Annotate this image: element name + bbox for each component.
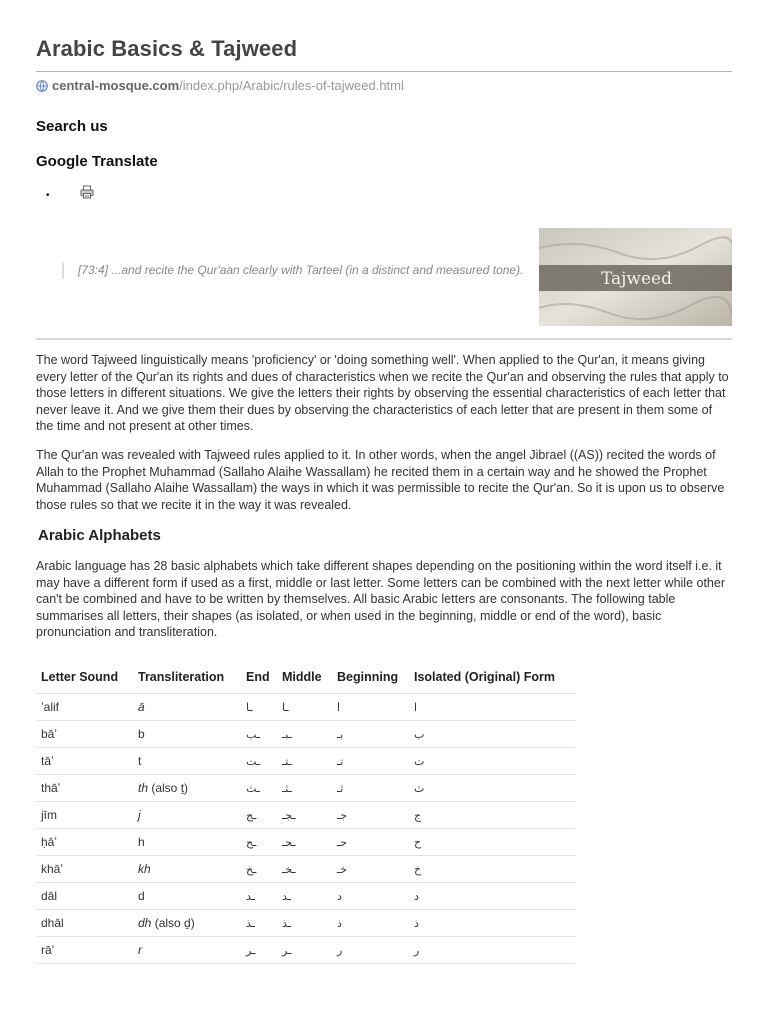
- transliteration-cell: [133, 775, 241, 802]
- transliteration-value: b: [138, 727, 145, 741]
- end-form-cell: ـج: [241, 802, 277, 829]
- middle-form-cell: ـجـ: [277, 802, 332, 829]
- beginning-form-cell: جـ: [332, 802, 409, 829]
- transliteration-cell: [133, 937, 241, 964]
- isolated-form-cell: ذ: [409, 910, 575, 937]
- transliteration-cell: [133, 829, 241, 856]
- end-form-cell: ـذ: [241, 910, 277, 937]
- beginning-form-cell: ذ: [332, 910, 409, 937]
- middle-form-cell: ـا: [277, 694, 332, 721]
- letter-sound-cell: jīm: [36, 802, 133, 829]
- transliteration-value: dh: [138, 916, 152, 930]
- isolated-form-cell: خ: [409, 856, 575, 883]
- middle-form-cell: ـد: [277, 883, 332, 910]
- section-divider: [36, 338, 732, 340]
- header-middle: Middle: [282, 669, 322, 684]
- transliteration-cell: [133, 721, 241, 748]
- revelation-paragraph: The Qur'an was revealed with Tajweed rules applied to it. In other words, when the angel Jibrael ((AS)) recited the words of Allah to the Prophet Muhammad (Sallaho Alaihe Wassallam) he recited them in a certain way and he showed the Prophet Muhammad (Sallaho Alaihe Wassallam) the ways in which it was permissible to recite the Qur'an. So it is upon us to observe those rules so that we recite it in the way it was revealed.: [36, 448, 725, 512]
- transliteration-value: h: [138, 835, 145, 849]
- beginning-form-cell: خـ: [332, 856, 409, 883]
- middle-form-cell: ـر: [277, 937, 332, 964]
- middle-form-cell: ـذ: [277, 910, 332, 937]
- end-form-cell: ـر: [241, 937, 277, 964]
- table-header-row: [36, 666, 575, 694]
- header-transliteration: Transliteration: [138, 669, 225, 684]
- header-isolated: Isolated (Original) Form: [414, 669, 555, 684]
- end-form-cell: ـد: [241, 883, 277, 910]
- transliteration-cell: [133, 694, 241, 721]
- beginning-form-cell: بـ: [332, 721, 409, 748]
- url-host[interactable]: central-mosque.com: [52, 78, 180, 93]
- end-form-cell: ـث: [241, 775, 277, 802]
- transliteration-value: d: [138, 889, 145, 903]
- table-row: [36, 721, 575, 748]
- transliteration-cell: [133, 883, 241, 910]
- middle-form-cell: ـخـ: [277, 856, 332, 883]
- table-row: [36, 775, 575, 802]
- end-form-cell: ـا: [241, 694, 277, 721]
- transliteration-value: r: [138, 943, 142, 957]
- table-row: [36, 883, 575, 910]
- isolated-form-cell: ب: [409, 721, 575, 748]
- beginning-form-cell: ا: [332, 694, 409, 721]
- transliteration-cell: [133, 748, 241, 775]
- letter-sound-cell: bāʼ: [36, 721, 133, 748]
- transliteration-value: kh: [138, 862, 151, 876]
- header-beginning: Beginning: [337, 669, 399, 684]
- beginning-form-cell: حـ: [332, 829, 409, 856]
- transliteration-value: j: [138, 808, 141, 822]
- tajweed-banner-image: [539, 228, 732, 326]
- letter-sound-cell: dhāl: [36, 910, 133, 937]
- letters-table: [36, 666, 575, 964]
- middle-form-cell: ـبـ: [277, 721, 332, 748]
- table-row: [36, 694, 575, 721]
- end-form-cell: ـب: [241, 721, 277, 748]
- table-row: [36, 856, 575, 883]
- end-form-cell: ـت: [241, 748, 277, 775]
- beginning-form-cell: ثـ: [332, 775, 409, 802]
- printer-icon[interactable]: [80, 185, 94, 199]
- isolated-form-cell: ث: [409, 775, 575, 802]
- letter-sound-cell: rāʼ: [36, 937, 133, 964]
- url-path[interactable]: /index.php/Arabic/rules-of-tajweed.html: [179, 78, 404, 93]
- table-row: [36, 802, 575, 829]
- transliteration-note: (also ḏ): [151, 916, 195, 930]
- middle-form-cell: ـثـ: [277, 775, 332, 802]
- middle-form-cell: ـحـ: [277, 829, 332, 856]
- isolated-form-cell: ج: [409, 802, 575, 829]
- isolated-form-cell: ح: [409, 829, 575, 856]
- isolated-form-cell: ت: [409, 748, 575, 775]
- isolated-form-cell: د: [409, 883, 575, 910]
- transliteration-cell: [133, 802, 241, 829]
- header-end: End: [246, 669, 270, 684]
- transliteration-note: (also ṯ): [148, 781, 189, 795]
- page-title: Arabic Basics & Tajweed: [36, 36, 298, 61]
- beginning-form-cell: د: [332, 883, 409, 910]
- title-divider: [36, 71, 732, 72]
- end-form-cell: ـخ: [241, 856, 277, 883]
- letter-sound-cell: khāʼ: [36, 856, 133, 883]
- table-row: [36, 937, 575, 964]
- letter-sound-cell: tāʼ: [36, 748, 133, 775]
- transliteration-value: th: [138, 781, 149, 795]
- transliteration-value: ā: [138, 700, 145, 714]
- globe-icon: [36, 80, 48, 92]
- isolated-form-cell: ر: [409, 937, 575, 964]
- header-letter-sound: Letter Sound: [41, 669, 119, 684]
- quran-quote: [73:4] ...and recite the Qur'aan clearly with Tarteel (in a distinct and measured tone).: [62, 262, 530, 279]
- banner-text: Tajweed: [601, 269, 672, 289]
- table-row: [36, 748, 575, 775]
- letter-sound-cell: ḥāʼ: [36, 829, 133, 856]
- search-us-heading: Search us: [36, 118, 108, 135]
- alphabets-paragraph: Arabic language has 28 basic alphabets which take different shapes depending on the positioning within the word itself i.e. it may have a different form if used as a first, middle or last letter. Some letters can be combined with the next letter while other can't be combined and have to be written by themselves. All basic Arabic letters are consonants. The following table summarises all letters, their shapes (as isolated, or when used in the beginning, middle or end of the word), basic pronunciation and transliteration.: [36, 559, 725, 639]
- letter-sound-cell: ʼalif: [36, 694, 133, 721]
- isolated-form-cell: ا: [409, 694, 575, 721]
- beginning-form-cell: ر: [332, 937, 409, 964]
- source-url[interactable]: [36, 78, 404, 93]
- transliteration-cell: [133, 910, 241, 937]
- table-row: [36, 829, 575, 856]
- intro-paragraph: The word Tajweed linguistically means 'proficiency' or 'doing something well'. When applied to the Qur'an, it means giving every letter of the Qur'an its rights and dues of characteristics when we recite the Qur'an and observing the rules that apply to those letters in different situations. We give the letters their rights by observing the essential characteristics of each letter that never leave it. And we give them their dues by observing the characteristics of each letter that are present in them some of the time and not present at other times.: [36, 353, 729, 433]
- arabic-alphabets-heading: Arabic Alphabets: [38, 527, 161, 544]
- transliteration-cell: [133, 856, 241, 883]
- end-form-cell: ـح: [241, 829, 277, 856]
- list-bullet: •: [46, 190, 50, 201]
- middle-form-cell: ـتـ: [277, 748, 332, 775]
- transliteration-value: t: [138, 754, 142, 768]
- letter-sound-cell: thāʼ: [36, 775, 133, 802]
- google-translate-heading: Google Translate: [36, 153, 158, 170]
- beginning-form-cell: تـ: [332, 748, 409, 775]
- letter-sound-cell: dāl: [36, 883, 133, 910]
- table-row: [36, 910, 575, 937]
